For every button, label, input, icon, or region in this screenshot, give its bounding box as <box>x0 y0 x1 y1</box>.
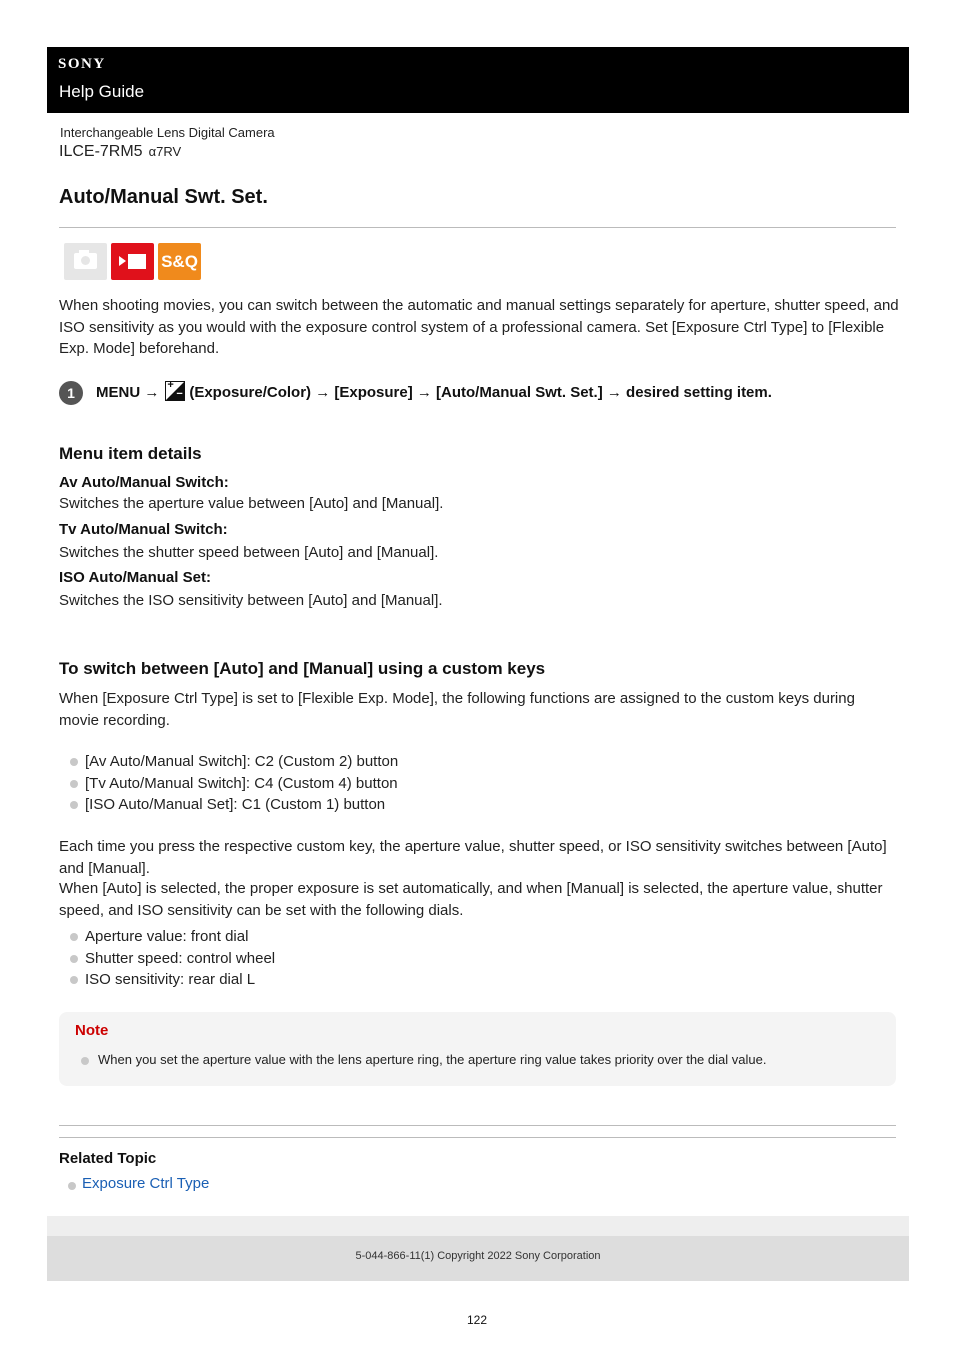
product-type: Interchangeable Lens Digital Camera <box>60 125 275 140</box>
list-item: [ISO Auto/Manual Set]: C1 (Custom 1) button <box>68 794 398 816</box>
related-divider-top <box>59 1125 896 1126</box>
dials-list <box>68 926 275 991</box>
step-suffix: (Exposure/Color) → [Exposure] → [Auto/Manual Swt. Set.] → desired setting item. <box>189 384 772 401</box>
page-title: Auto/Manual Swt. Set. <box>59 186 268 208</box>
menu-details-heading: Menu item details <box>59 444 202 463</box>
related-topic-heading: Related Topic <box>59 1150 157 1167</box>
custom-keys-heading: To switch between [Auto] and [Manual] using a custom keys <box>59 659 546 678</box>
help-guide-label: Help Guide <box>59 82 145 101</box>
title-divider <box>59 227 896 228</box>
bullet-icon <box>70 955 78 963</box>
movie-mode-icon <box>111 243 154 280</box>
step-instruction <box>96 381 772 401</box>
desc-tv: Switches the shutter speed between [Auto] and [Manual]. <box>59 544 439 561</box>
term-iso: ISO Auto/Manual Set: <box>59 569 211 586</box>
shooting-mode-icons <box>64 243 201 280</box>
model-number: ILCE-7RM5 <box>59 143 143 160</box>
sony-logo: SONY <box>58 56 106 72</box>
exposure-compensation-icon: + − <box>165 381 185 401</box>
note-item: When you set the aperture value with the lens aperture ring, the aperture ring value takes priority over the dial value. <box>81 1052 766 1067</box>
related-topic-link[interactable]: Exposure Ctrl Type <box>67 1175 209 1192</box>
list-item: [Tv Auto/Manual Switch]: C4 (Custom 4) button <box>68 773 398 795</box>
menu-step <box>59 379 899 405</box>
note-box <box>59 1012 896 1086</box>
sq-mode-icon: S&Q <box>158 243 201 280</box>
custom-keys-intro: When [Exposure Ctrl Type] is set to [Flexible Exp. Mode], the following functions are assigned to the custom keys during movie recording. <box>59 690 855 729</box>
footer-band <box>47 1216 909 1236</box>
term-av: Av Auto/Manual Switch: <box>59 474 229 491</box>
page-number: 122 <box>466 1313 488 1327</box>
note-heading: Note <box>75 1022 109 1039</box>
related-divider-bottom <box>59 1137 896 1138</box>
model-alias: α7RV <box>148 144 182 159</box>
list-item: Aperture value: front dial <box>68 926 275 948</box>
custom-keys-paragraph-2: Each time you press the respective custom key, the aperture value, shutter speed, or ISO sensitivity switches between [Auto] and [Manual]. <box>59 838 887 877</box>
list-item: [Av Auto/Manual Switch]: C2 (Custom 2) button <box>68 751 398 773</box>
bullet-icon <box>68 1182 76 1190</box>
step-number-badge: 1 <box>59 381 83 405</box>
custom-keys-list <box>68 751 398 816</box>
term-tv: Tv Auto/Manual Switch: <box>59 521 228 538</box>
desc-iso: Switches the ISO sensitivity between [Auto] and [Manual]. <box>59 592 443 609</box>
bullet-icon <box>70 801 78 809</box>
footer <box>47 1236 909 1281</box>
step-prefix: MENU → <box>96 384 160 401</box>
page-header <box>47 47 909 113</box>
product-model <box>59 143 181 161</box>
bullet-icon <box>70 780 78 788</box>
bullet-icon <box>70 758 78 766</box>
bullet-icon <box>70 933 78 941</box>
bullet-icon <box>70 976 78 984</box>
intro-paragraph: When shooting movies, you can switch between the automatic and manual settings separately for aperture, shutter speed, and ISO sensitivity as you would with the exposure control system of a professional camera. Set [Exposure Ctrl Type] to [Flexible Exp. Mode] beforehand. <box>59 297 899 357</box>
bullet-icon <box>81 1057 89 1065</box>
copyright-text: 5-044-866-11(1) Copyright 2022 Sony Corporation <box>355 1250 601 1262</box>
custom-keys-paragraph-3: When [Auto] is selected, the proper exposure is set automatically, and when [Manual] is selected, the aperture value, shutter speed, and ISO sensitivity can be set with the following dials. <box>59 880 883 919</box>
list-item: ISO sensitivity: rear dial L <box>68 969 275 991</box>
desc-av: Switches the aperture value between [Auto] and [Manual]. <box>59 495 444 512</box>
list-item: Shutter speed: control wheel <box>68 948 275 970</box>
photo-mode-icon <box>64 243 107 280</box>
